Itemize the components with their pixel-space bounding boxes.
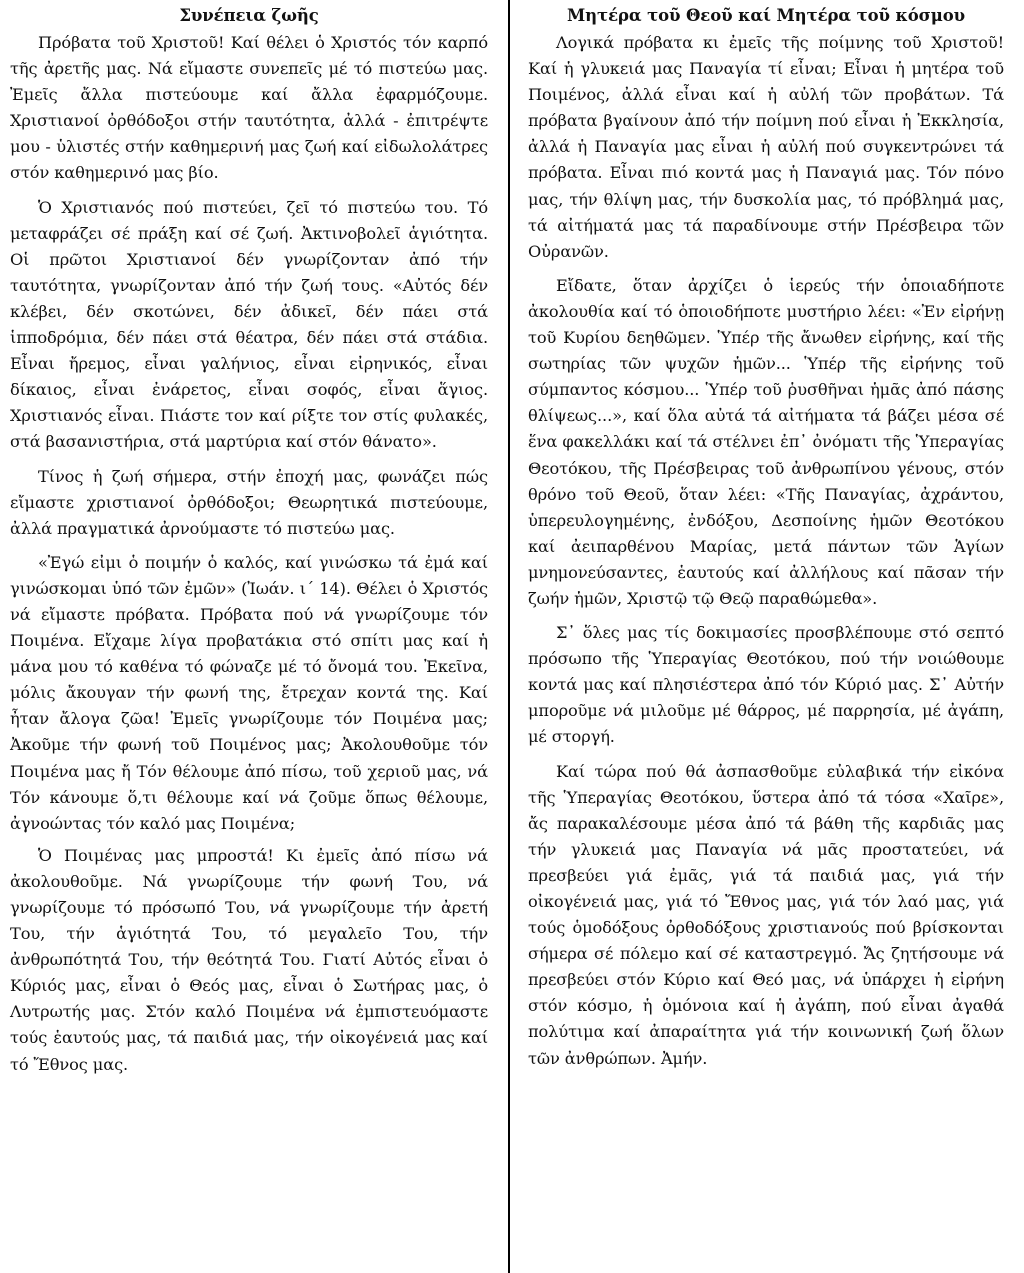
right-column (528, 4, 1004, 1080)
right-paragraph-3: Σ᾽ ὅλες μας τίς δοκιμασίες προσβλέπουμε στό σεπτό πρόσωπο τῆς Ὑπεραγίας Θεοτόκου, πού τήν νοιώθουμε κοντά μας καί πλησιέστερα ἀπό τόν Κύριό μας. Σ᾽ Αὐτήν μποροῦμε νά μιλοῦμε μέ θάρρος, μέ παρρησία, μέ ἀγάπη, μέ στοργή. (528, 623, 1004, 747)
left-paragraph-2: Ὁ Χριστιανός πού πιστεύει, ζεῖ τό πιστεύω του. Τό μεταφράζει σέ πράξη καί σέ ζωή. Ἀκτινοβολεῖ ἁγιότητα. Οἱ πρῶτοι Χριστιανοί δέν γνωρίζονταν ἀπό τήν ταυτότητα, γνωρίζονταν ἀπό τήν ζωή τους. «Αὐτός δέν κλέβει, δέν σκοτώνει, δέν ἀδικεῖ, δέν πάει στά ἱπποδρόμια, δέν πάει στά θέατρα, δέν πάει στά στάδια. Εἶναι ἤρεμος, εἶναι γαλήνιος, εἶναι εἰρηνικός, εἶναι δίκαιος, εἶναι ἐνάρετος, εἶναι σοφός, εἶναι ἅγιος. Χριστιανός εἶναι. Πιάστε τον καί ρίξτε τον στίς φυλακές, στά βασανιστήρια, στά μαρτύρια καί στόν θάνατο». (10, 197, 488, 452)
left-paragraph-4: «Ἐγώ εἰμι ὁ ποιμήν ὁ καλός, καί γινώσκω τά ἐμά καί γινώσκομαι ὑπό τῶν ἐμῶν» (Ἰωάν. ι΄ 14). Θέλει ὁ Χριστός νά εἴμαστε πρόβατα. Πρόβατα πού νά γνωρίζουμε τόν Ποιμένα. Εἴχαμε λίγα προβατάκια στό σπίτι μας καί ἡ μάνα μου τό καθένα τό φώναζε μέ τό ὄνομά του. Ἐκεῖνα, μόλις ἄκουγαν τήν φωνή της, ἔτρεχαν κοντά της. Καί ἦταν ἄλογα ζῶα! Ἐμεῖς γνωρίζουμε τόν Ποιμένα μας; Ἀκοῦμε τήν φωνή τοῦ Ποιμένος μας; Ἀκολουθοῦμε τόν Ποιμένα μας ἤ Τόν θέλουμε ἀπό πίσω, τοῦ χεριοῦ μας, νά Τόν κάνουμε ὅ,τι θέλουμε καί νά ζοῦμε ὅπως θέλουμε, ἀγνοώντας τόν καλό μας Ποιμένα; (10, 552, 488, 833)
right-heading: Μητέρα τοῦ Θεοῦ καί Μητέρα τοῦ κόσμου (567, 6, 965, 25)
left-heading: Συνέπεια ζωῆς (179, 6, 319, 25)
left-paragraph-5: Ὁ Ποιμένας μας μπροστά! Κι ἐμεῖς ἀπό πίσω νά ἀκολουθοῦμε. Νά γνωρίζουμε τήν φωνή Του, νά γνωρίζουμε τό πρόσωπό Του, νά γνωρίζουμε τήν ἀρετή Του, τήν ἁγιότητά Του, τό μεγαλεῖο Του, τήν ἀνθρωπότητά Του, τήν θεότητά Του. Γιατί Αὐτός εἶναι ὁ Κύριός μας, εἶναι ὁ Θεός μας, εἶναι ὁ Σωτήρας μας, ὁ Λυτρωτής μας. Στόν καλό Ποιμένα νά ἐμπιστευόμαστε τούς ἑαυτούς μας, τά παιδιά μας, τήν οἰκογένειά μας καί τό Ἔθνος μας. (10, 845, 488, 1074)
left-paragraph-3: Τίνος ἡ ζωή σήμερα, στήν ἐποχή μας, φωνάζει πώς εἴμαστε χριστιανοί ὀρθόδοξοι; Θεωρητικά πιστεύουμε, ἀλλά πραγματικά ἀρνούμαστε τό πιστεύω μας. (10, 466, 488, 538)
left-column (10, 4, 488, 1086)
left-paragraph-1: Πρόβατα τοῦ Χριστοῦ! Καί θέλει ὁ Χριστός τόν καρπό τῆς ἀρετῆς μας. Νά εἴμαστε συνεπεῖς μέ τό πιστεύω μας. Ἐμεῖς ἄλλα πιστεύουμε καί ἄλλα ἐφαρμόζουμε. Χριστιανοί ὀρθόδοξοι στήν ταυτότητα, ἀλλά - ἐπιτρέψτε μου - ὑλιστές στήν καθημερινή μας ζωή καί εἰδωλολάτρες στόν καθημερινό μας βίο. (10, 33, 488, 183)
column-divider (508, 0, 510, 1273)
right-paragraph-4: Καί τώρα πού θά ἀσπασθοῦμε εὐλαβικά τήν εἰκόνα τῆς Ὑπεραγίας Θεοτόκου, ὕστερα ἀπό τά τόσα «Χαῖρε», ἄς παρακαλέσουμε μέσα ἀπό τά βάθη τῆς καρδιᾶς μας τήν γλυκειά μας Παναγία νά μᾶς προστατεύει, νά πρεσβεύει γιά ἐμᾶς, γιά τά παιδιά μας, γιά τήν οἰκογένειά μας, γιά τό Ἔθνος μας, γιά τόν λαό μας, γιά τούς ὁμοδόξους ὀρθοδόξους χριστιανούς πού βρίσκονται σήμερα σέ πόλεμο καί σέ καταστρεγμό. Ἄς ζητήσουμε νά πρεσβεύει στόν Κύριο καί Θεό μας, νά ὑπάρχει ἡ εἰρήνη στόν κόσμο, ἡ ὁμόνοια καί ἡ ἀγάπη, πού εἶναι ἀγαθά πολύτιμα καί ἀπαραίτητα γιά τήν κοινωνική ζωή ὅλων τῶν ἀνθρώπων. Ἀμήν. (528, 761, 1004, 1068)
right-paragraph-1: Λογικά πρόβατα κι ἐμεῖς τῆς ποίμνης τοῦ Χριστοῦ! Καί ἡ γλυκειά μας Παναγία τί εἶναι; Εἶναι ἡ μητέρα τοῦ Ποιμένος, ἀλλά εἶναι καί ἡ αὐλή τῶν προβάτων. Τά πρόβατα βγαίνουν ἀπό τήν ποίμνη πού εἶναι ἡ Ἐκκλησία, ἀλλά ἡ Παναγία μας εἶναι ἡ αὐλή πού συγκεντρώνει τά πρόβατα. Εἶναι πιό κοντά μας ἡ Παναγιά μας. Τόν πόνο μας, τήν θλίψη μας, τήν δυσκολία μας, τό πρόβλημά μας, τά αἰτήματά μας τά παραδίνουμε στήν Πρέσβειρα τῶν Οὐρανῶν. (528, 33, 1004, 261)
right-paragraph-2: Εἴδατε, ὅταν ἀρχίζει ὁ ἱερεύς τήν ὁποιαδήποτε ἀκολουθία καί τό ὁποιοδήποτε μυστήριο λέει: «Ἐν εἰρήνῃ τοῦ Κυρίου δεηθῶμεν. Ὑπέρ τῆς ἄνωθεν εἰρήνης, καί τῆς σωτηρίας τῶν ψυχῶν ἡμῶν... Ὑπέρ τῆς εἰρήνης τοῦ σύμπαντος κόσμου... Ὑπέρ τοῦ ῥυσθῆναι ἡμᾶς ἀπό πάσης θλίψεως...», καί ὅλα αὐτά τά αἰτήματα τά βάζει μέσα σέ ἕνα φακελλάκι καί τά στέλνει ἐπ᾽ ὀνόματι τῆς Ὑπεραγίας Θεοτόκου, τῆς Πρέσβειρας τοῦ ἀνθρωπίνου γένους, στόν θρόνο τοῦ Θεοῦ, ὅταν λέει: «Τῆς Παναγίας, ἀχράντου, ὑπερευλογημένης, ἐνδόξου, Δεσποίνης ἡμῶν Θεοτόκου καί ἀειπαρθένου Μαρίας, μετά πάντων τῶν Ἁγίων μνημονεύσαντες, ἑαυτούς καί ἀλλήλους καί πᾶσαν τήν ζωήν ἡμῶν, Χριστῷ τῷ Θεῷ παραθώμεθα». (528, 275, 1004, 608)
